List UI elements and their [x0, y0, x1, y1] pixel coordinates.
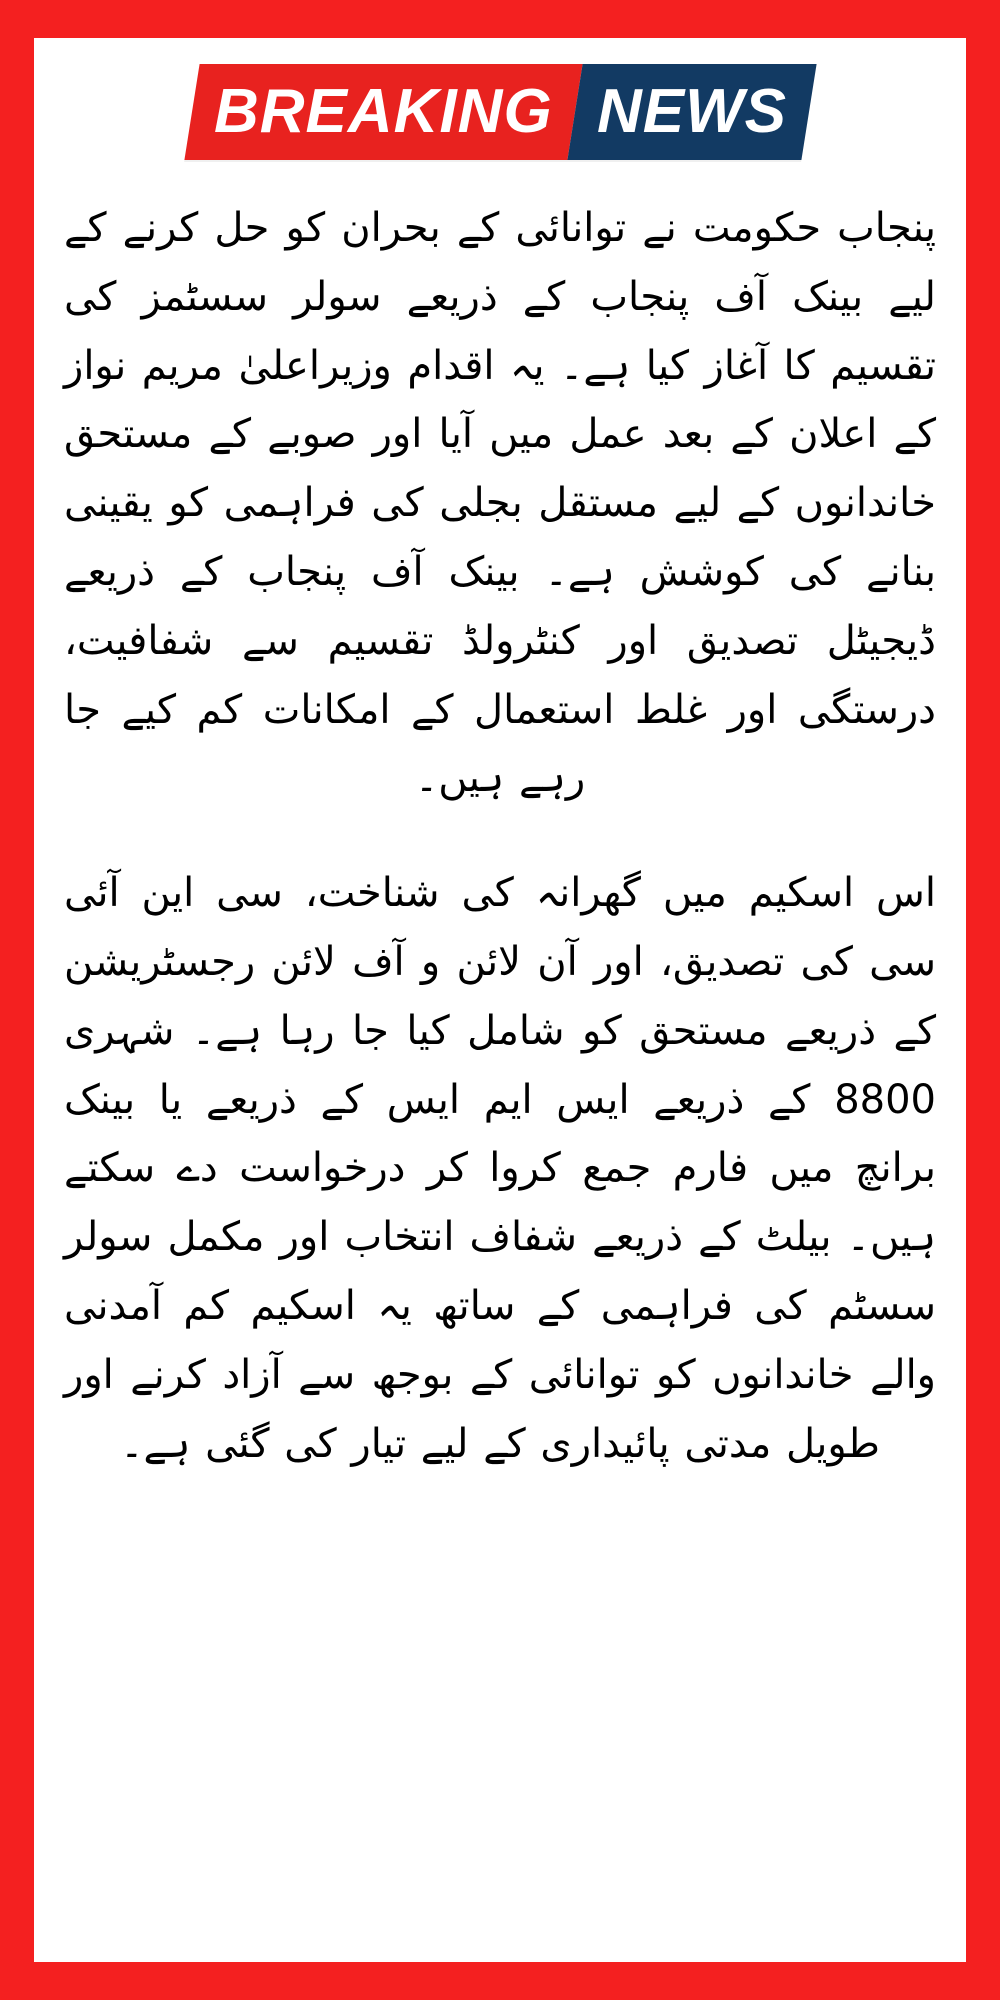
article-body [64, 194, 936, 1478]
banner-breaking-label: BREAKING [213, 77, 553, 146]
breaking-news-banner [64, 64, 936, 160]
banner-graphic [184, 64, 816, 160]
article-paragraph-1: پنجاب حکومت نے توانائی کے بحران کو حل کرنے کے لیے بینک آف پنجاب کے ذریعے سولر سسٹمز کی تقسیم کا آغاز کیا ہے۔ یہ اقدام وزیراعلیٰ مریم نواز کے اعلان کے بعد عمل میں آیا اور صوبے کے مستحق خاندانوں کے لیے مستقل بجلی کی فراہمی کو یقینی بنانے کی کوشش ہے۔ بینک آف پنجاب کے ذریعے ڈیجیٹل تصدیق اور کنٹرولڈ تقسیم سے شفافیت، درستگی اور غلط استعمال کے امکانات کم کیے جا رہے ہیں۔ [64, 205, 936, 802]
article-paragraph-2: اس اسکیم میں گھرانہ کی شناخت، سی این آئی سی کی تصدیق، اور آن لائن و آف لائن رجسٹریشن کے ذریعے مستحق کو شامل کیا جا رہا ہے۔ شہری 8800 کے ذریعے ایس ایم ایس کے ذریعے یا بینک برانچ میں فارم جمع کروا کر درخواست دے سکتے ہیں۔ بیلٹ کے ذریعے شفاف انتخاب اور مکمل سولر سسٹم کی فراہمی کے ساتھ یہ اسکیم کم آمدنی والے خاندانوں کو توانائی کے بوجھ سے آزاد کرنے اور طویل مدتی پائیداری کے لیے تیار کی گئی ہے۔ [64, 870, 936, 1467]
news-card [34, 38, 966, 1962]
banner-news-label: NEWS [596, 77, 787, 146]
banner-news-segment [567, 64, 816, 160]
banner-breaking-segment [184, 64, 582, 160]
